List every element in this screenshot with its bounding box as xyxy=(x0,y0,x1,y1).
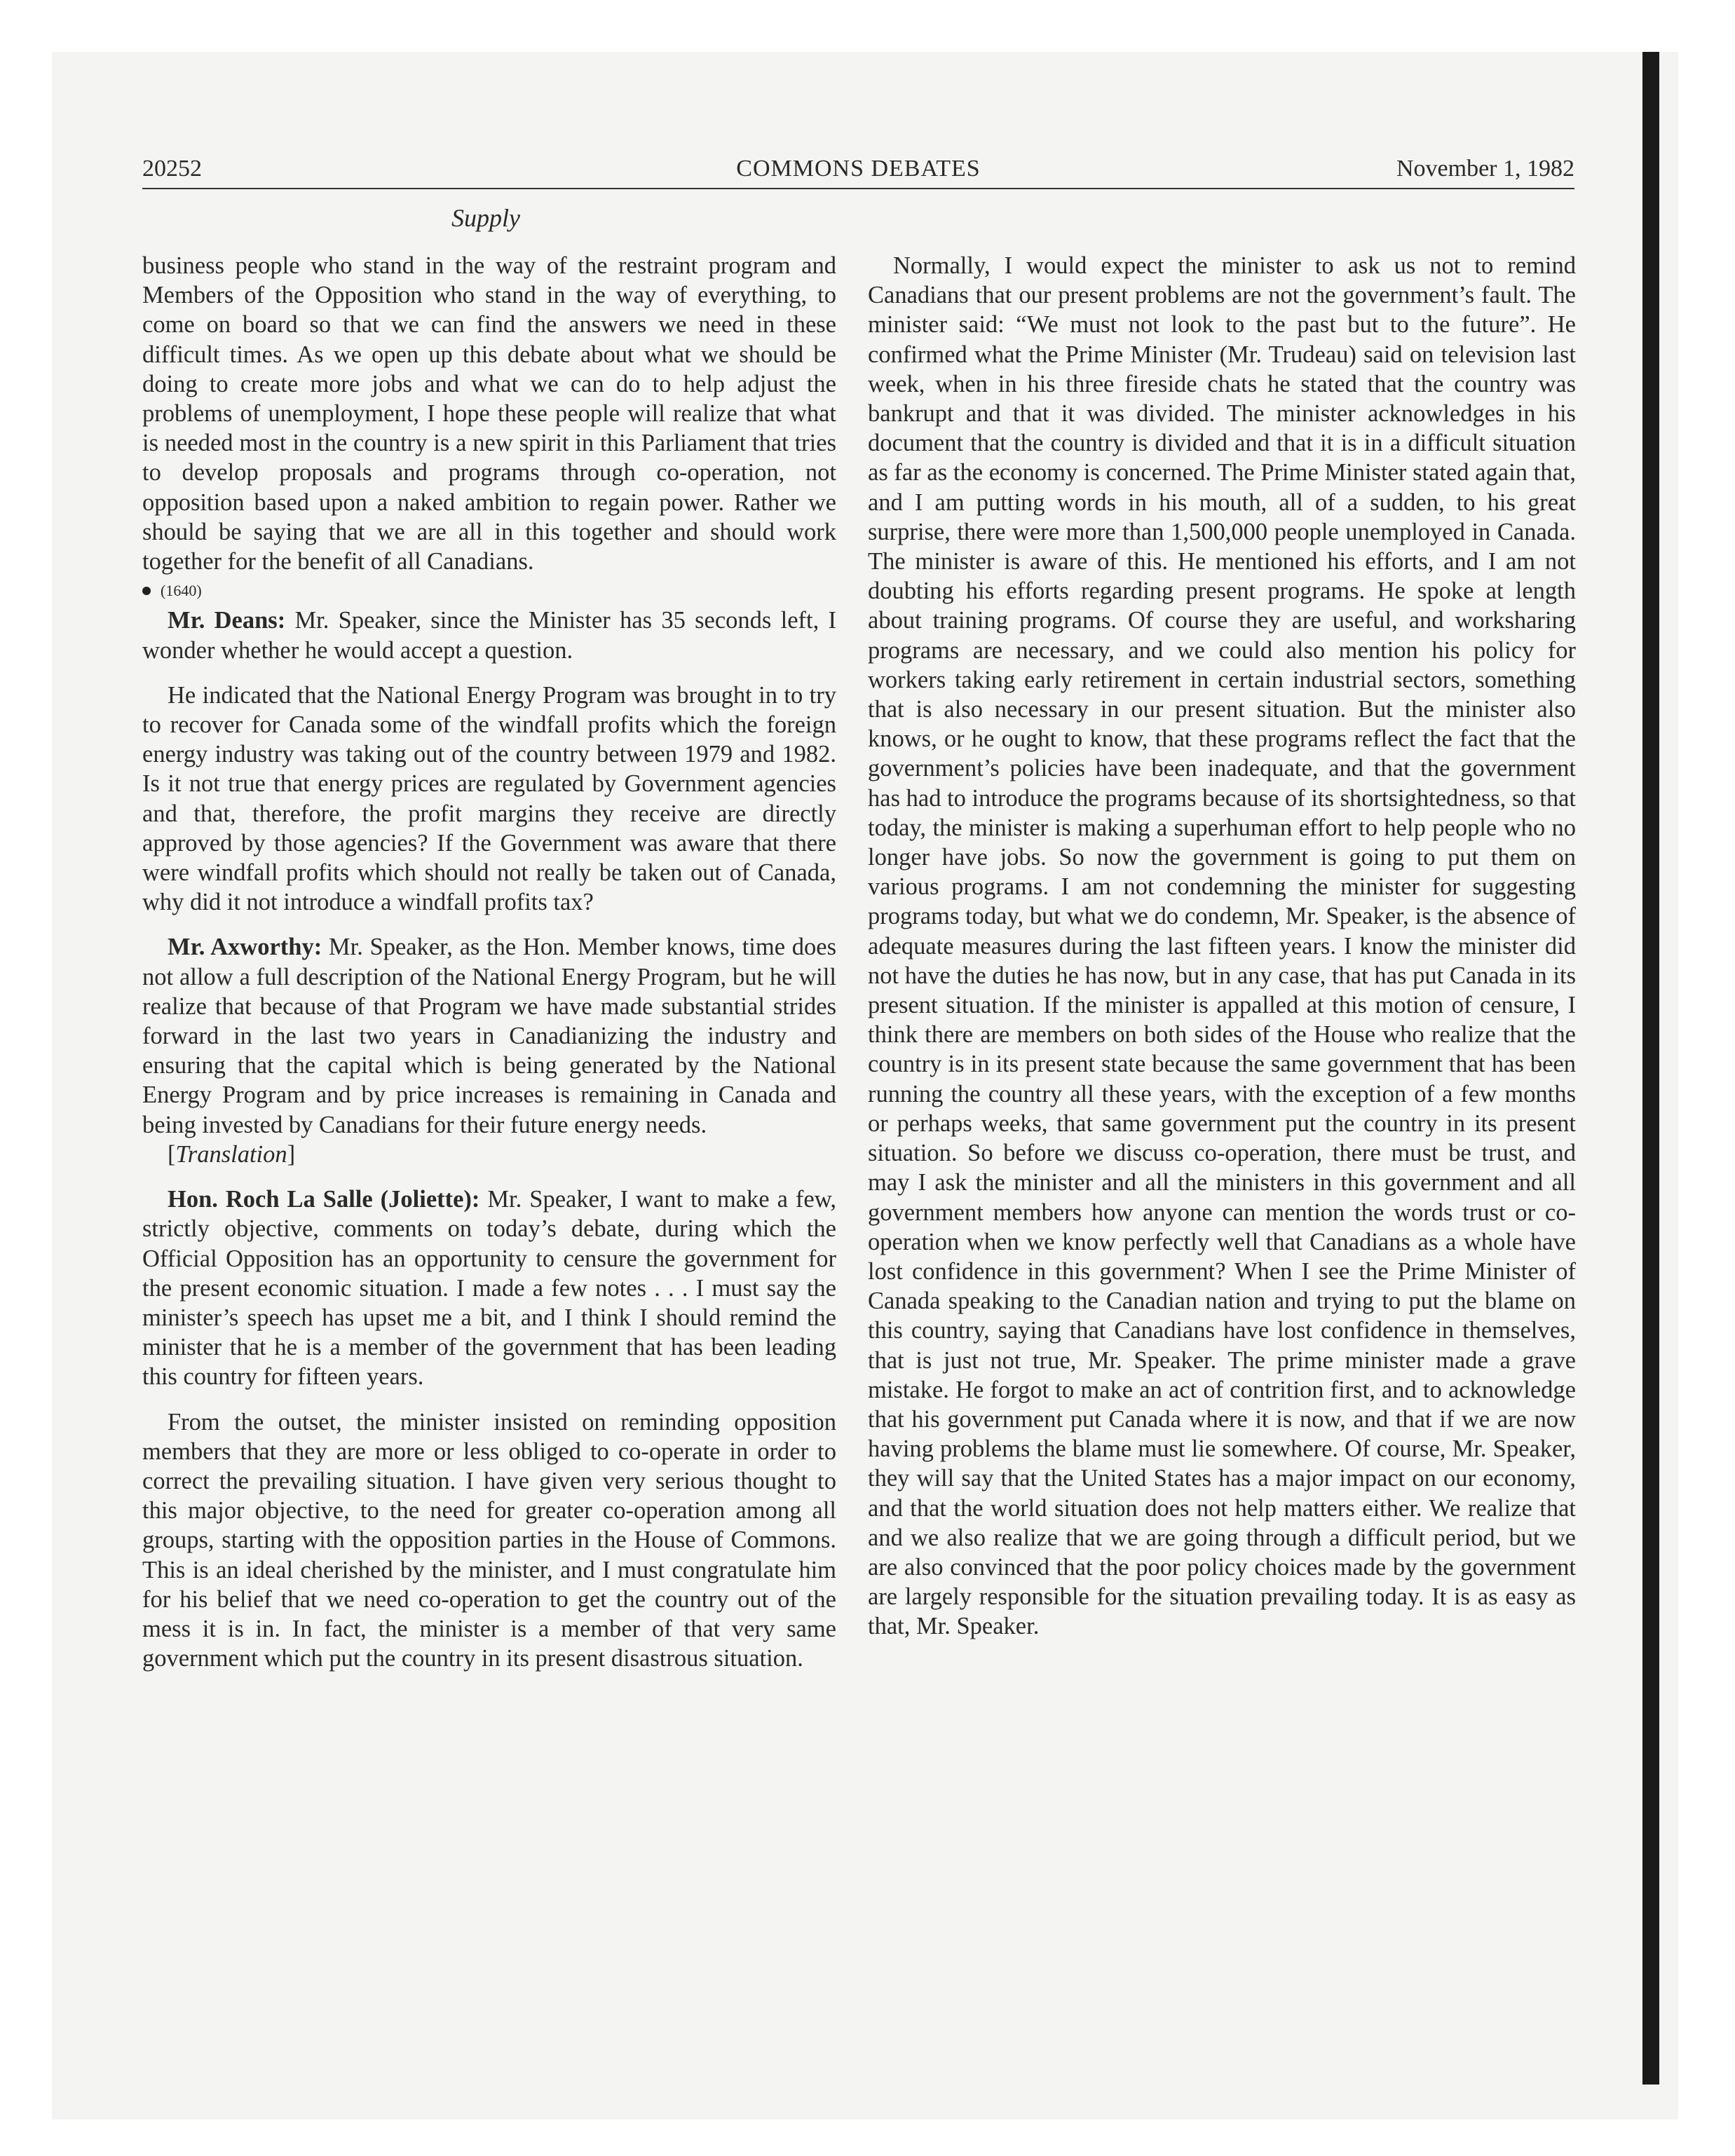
paragraph-axworthy xyxy=(142,932,836,1139)
translation-note xyxy=(142,1140,836,1169)
bullet-icon xyxy=(142,587,151,595)
section-title: Supply xyxy=(451,204,520,232)
paragraph-lasalle-continued: From the outset, the minister insisted on reminding opposition members that they are more or less obliged to co-operate in order to correct the prevailing situation. I have given very serious thought to this major objective, to the need for greater co-operation among all groups, starting with the opposition parties in the House of Commons. This is an ideal cherished by the minister, and I must congratulate him for his belief that we need co-operation to get the country out of the mess it is in. In fact, the minister is a member of that very same government which put the country in its present disastrous situation. xyxy=(142,1408,836,1672)
paragraph-deans-question: He indicated that the National Energy Program was brought in to try to recover for Canada some of the windfall profits which the foreign energy industry was taking out of the country between 1979 and 1982. Is it not true that energy prices are regulated by Government agencies and that, therefore, the profit margins they receive are directly approved by those agencies? If the Government was aware that there were windfall profits which should not really be taken out of Canada, why did it not introduce a windfall profits tax? xyxy=(142,681,836,916)
speech-text: Mr. Speaker, since the Minister has 35 seconds left, I wonder whether he would accept a question. xyxy=(142,607,836,664)
right-column xyxy=(868,251,1576,1642)
speaker-name: Mr. Deans: xyxy=(168,607,286,634)
speech-text: Mr. Speaker, as the Hon. Member knows, time does not allow a full description of the National Energy Program, but he will realize that because of that Program we have made substantial strides forward in the last two years in Canadianizing the industry and ensuring that the capital which is being generated by the National Energy Program and by price increases is remaining in Canada and being invested by Canadians for their future energy needs. xyxy=(142,934,836,1138)
speech-text: Mr. Speaker, I want to make a few, strictly objective, comments on today’s debate, during which the Official Opposition has an opportunity to censure the government for the present economic situation. I made a few notes . . . I must say the minister’s speech has upset me a bit, and I think I should remind the minister that he is a member of the government that has been leading this country for fifteen years. xyxy=(142,1186,836,1391)
publication-date: November 1, 1982 xyxy=(1396,156,1574,182)
time-stamp-label: (1640) xyxy=(161,582,202,600)
page-header xyxy=(142,156,1574,189)
publication-title: COMMONS DEBATES xyxy=(736,156,981,182)
paragraph-deans xyxy=(142,606,836,664)
left-column xyxy=(142,251,836,1673)
speaker-name: Hon. Roch La Salle (Joliette): xyxy=(168,1186,480,1213)
translation-label: Translation xyxy=(175,1140,287,1168)
time-stamp xyxy=(142,576,836,606)
speaker-name: Mr. Axworthy: xyxy=(168,934,322,961)
paragraph-lasalle xyxy=(142,1185,836,1391)
paragraph-lasalle-right: Normally, I would expect the minister to ask us not to remind Canadians that our present problems are not the government’s fault. The minister said: “We must not look to the past but to the future”. He confirmed what the Prime Minister (Mr. Trudeau) said on television last week, when in his three fireside chats he stated that the country was bankrupt and that it was divided. The minister acknowledges in his document that the country is divided and that it is in a difficult situation as far as the economy is concerned. The Prime Minister stated again that, and I am putting words in his mouth, all of a sudden, to his great surprise, there were more than 1,500,000 people unemployed in Canada. The minister is aware of this. He mentioned his efforts, and I am not doubting his efforts regarding present programs. He spoke at length about training programs. Of course they are useful, and worksharing programs are necessary, and we could also mention his policy for workers taking early retirement in certain industrial sectors, something that is also necessary in our present situation. But the minister also knows, or he ought to know, that these programs reflect the fact that the government’s policies have been inadequate, and that the government has had to introduce the programs because of its shortsightedness, so that today, the minister is making a superhuman effort to help people who no longer have jobs. So now the government is going to put them on various programs. I am not condemning the minister for suggesting programs today, but what we do condemn, Mr. Speaker, is the absence of adequate measures during the last fifteen years. I know the minister did not have the duties he has now, but in any case, that has put Canada in its present situation. If the minister is appalled at this motion of censure, I think there are members on both sides of the House who realize that the country is in its present state because the same government that has been running the country all these years, with the exception of a few months or perhaps weeks, that same government put the country in its present situation. So before we discuss co-operation, there must be trust, and may I ask the minister and all the ministers in this government and all government members how anyone can mention the words trust or co-operation when we know perfectly well that Canadians as a whole have lost confidence in this government? When I see the Prime Minister of Canada speaking to the Canadian nation and trying to put the blame on this country, saying that Canadians have lost confidence in themselves, that is just not true, Mr. Speaker. The prime minister made a grave mistake. He forgot to make an act of contrition first, and to acknowledge that his government put Canada where it is now, and that if we are now having problems the blame must lie somewhere. Of course, Mr. Speaker, they will say that the United States has a major impact on our economy, and that the world situation does not help matters either. We realize that and we also realize that we are going through a difficult period, but we are also convinced that the poor policy choices made by the government are largely responsible for the situation prevailing today. It is as easy as that, Mr. Speaker. xyxy=(868,252,1576,1640)
bracket-open: [ xyxy=(168,1140,176,1168)
paragraph-continuation: business people who stand in the way of the restraint program and Members of the Opposition who stand in the way of everything, to come on board so that we can find the answers we need in these difficult times. As we open up this debate about what we should be doing to create more jobs and what we can do to help adjust the problems of unemployment, I hope these people will realize that what is needed most in the country is a new spirit in this Parliament that tries to develop proposals and programs through co-operation, not opposition based upon a naked ambition to regain power. Rather we should be saying that we are all in this together and should work together for the benefit of all Canadians. xyxy=(142,252,836,575)
bracket-close: ] xyxy=(287,1140,296,1168)
page-number: 20252 xyxy=(142,156,202,182)
scan-edge-shadow xyxy=(1642,52,1659,2085)
